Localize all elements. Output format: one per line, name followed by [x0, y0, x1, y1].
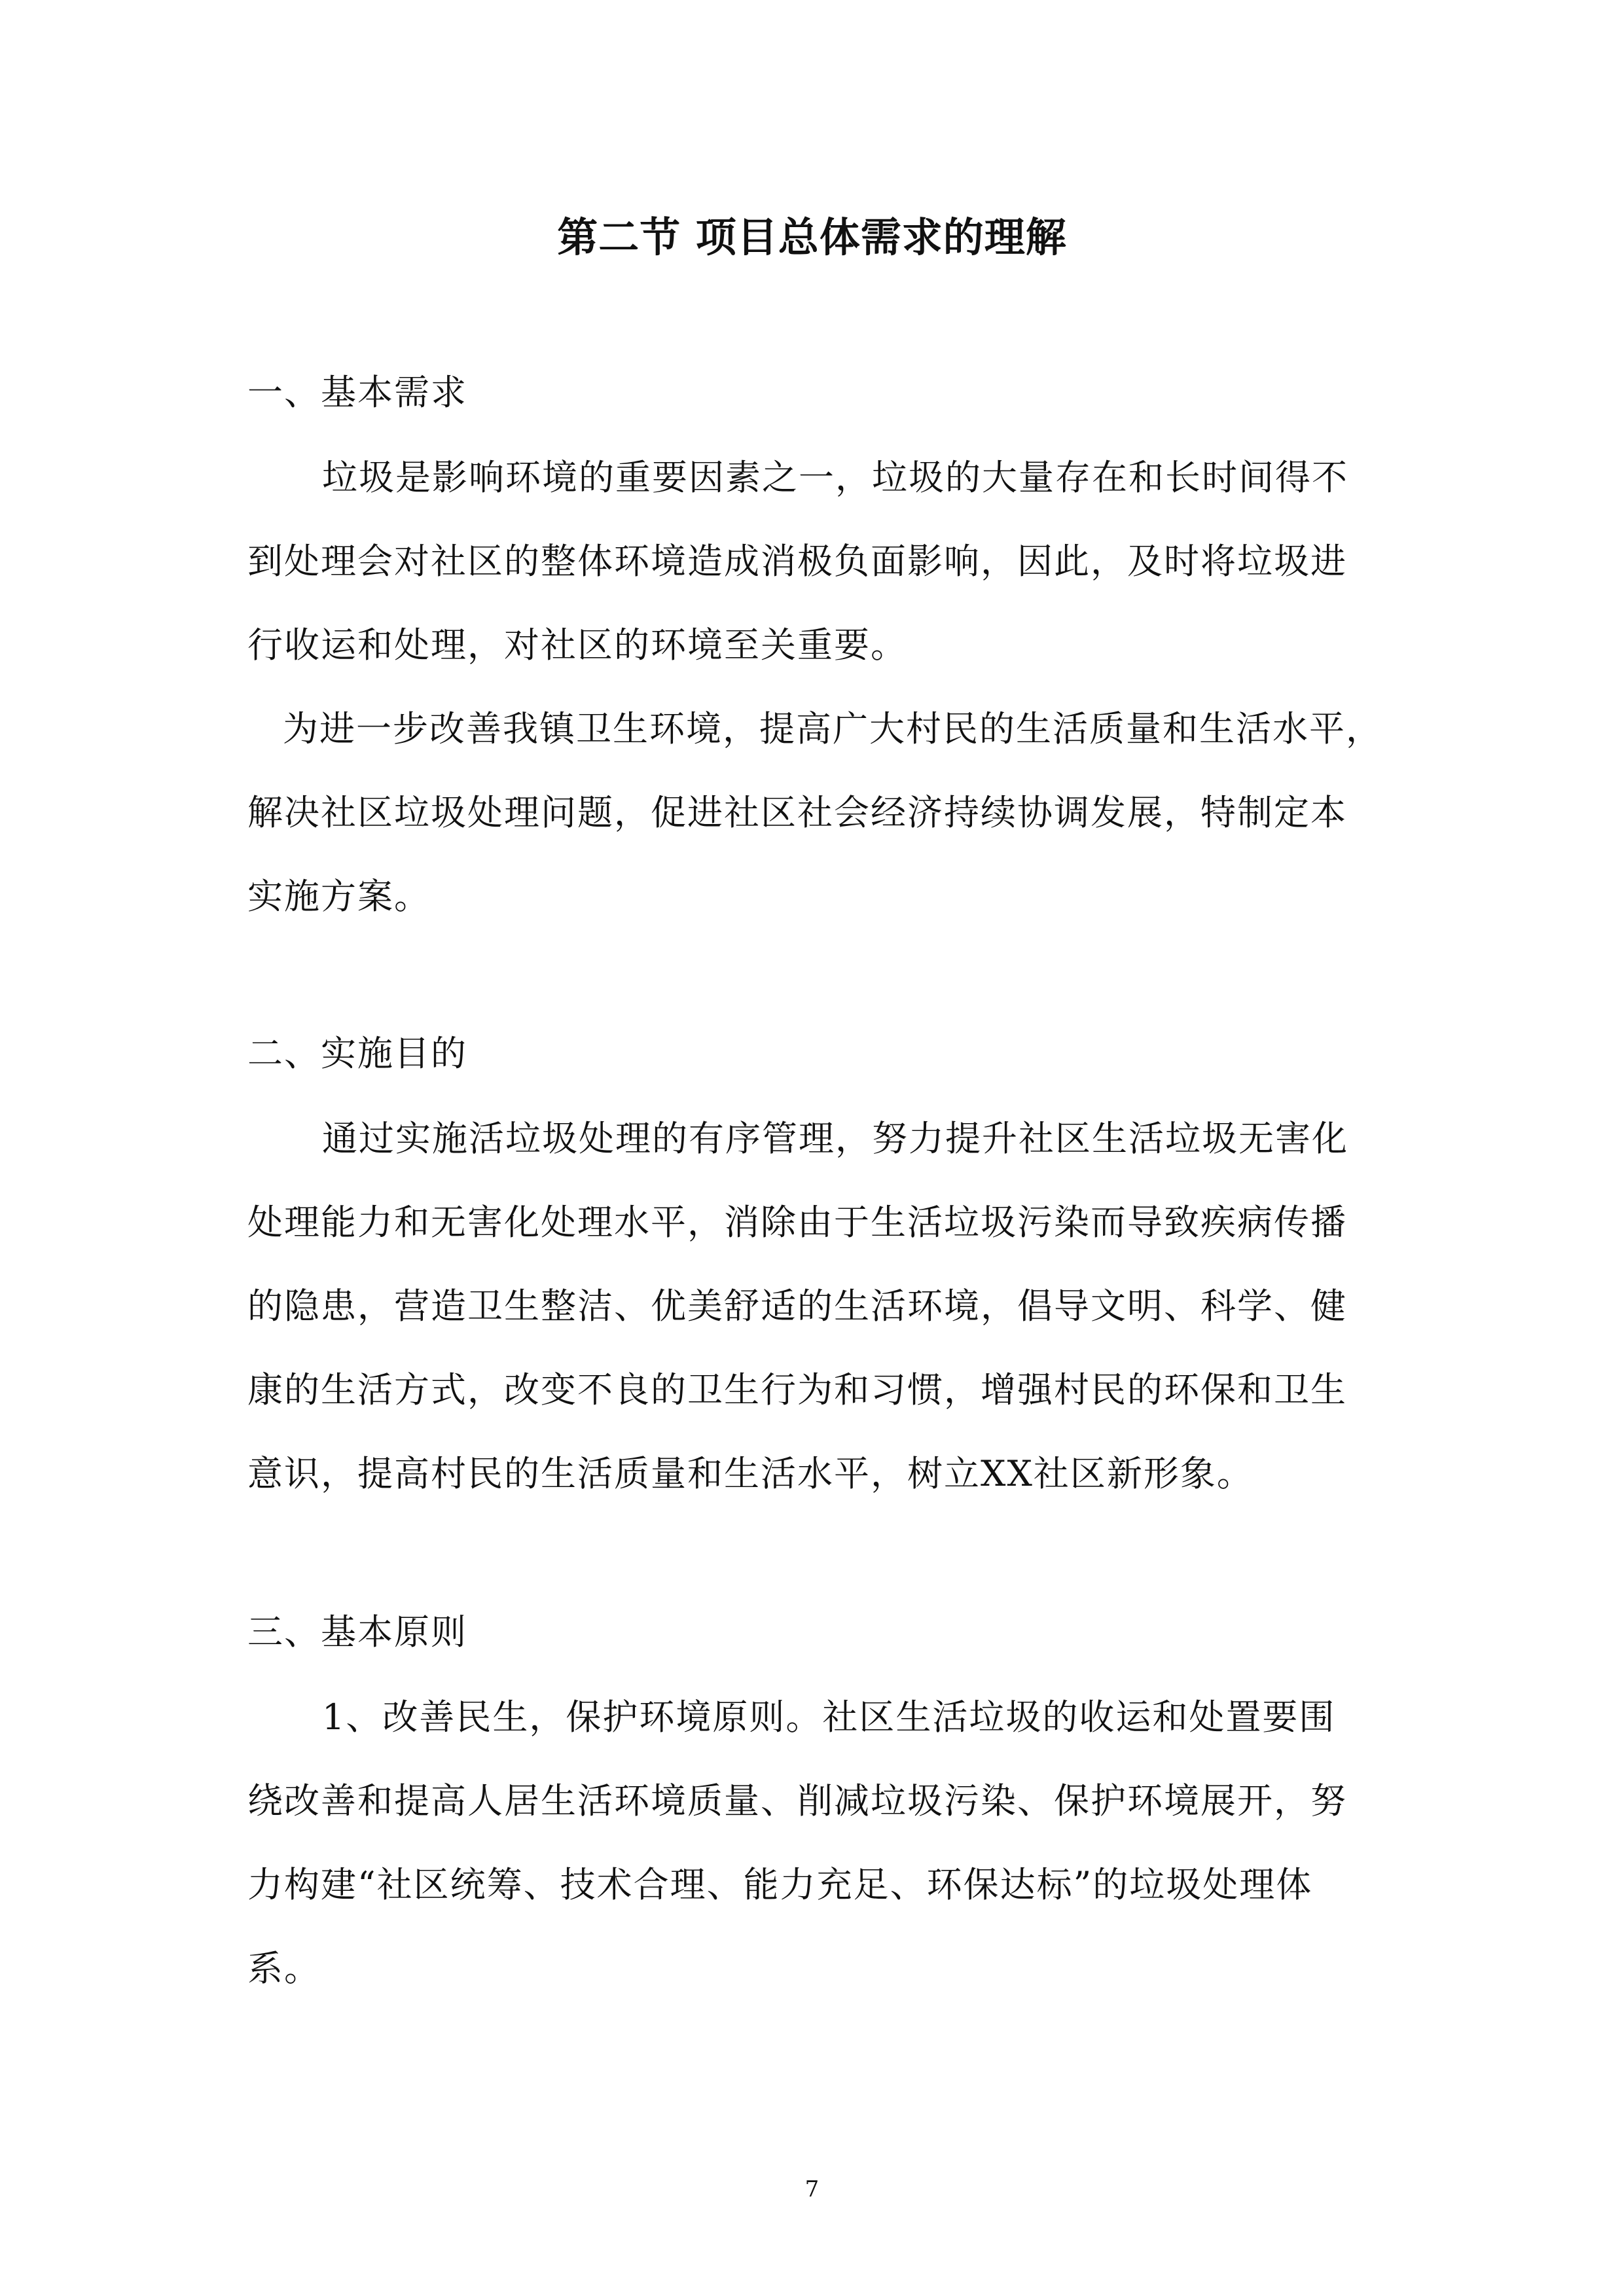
paragraph-line: 康的生活方式，改变不良的卫生行为和习惯，增强村民的环保和卫生 [247, 1369, 1347, 1410]
paragraph-line: 的隐患，营造卫生整洁、优美舒适的生活环境，倡导文明、科学、健 [247, 1285, 1347, 1327]
paragraph-line: 系。 [247, 1948, 321, 1989]
paragraph-line: 到处理会对社区的整体环境造成消极负面影响，因此，及时将垃圾进 [247, 541, 1347, 582]
paragraph-line: 意识，提高村民的生活质量和生活水平，树立XX社区新形象。 [247, 1453, 1254, 1494]
paragraph-line: 力构建“社区统筹、技术合理、能力充足、环保达标”的垃圾处理体 [247, 1864, 1313, 1905]
paragraph-line: 处理能力和无害化处理水平，消除由于生活垃圾污染而导致疾病传播 [247, 1202, 1347, 1243]
paragraph-line: 1、改善民生，保护环境原则。社区生活垃圾的收运和处置要围 [322, 1696, 1336, 1738]
paragraph-line: 实施方案。 [247, 876, 431, 917]
section-heading-implementation-purpose: 二、实施目的 [247, 1033, 467, 1074]
section-heading-basic-requirements: 一、基本需求 [247, 372, 467, 413]
paragraph-line: 通过实施活垃圾处理的有序管理，努力提升社区生活垃圾无害化 [322, 1118, 1348, 1159]
paragraph-line: 解决社区垃圾处理问题，促进社区社会经济持续协调发展，特制定本 [247, 792, 1347, 833]
page-title: 第二节 项目总体需求的理解 [557, 213, 1067, 261]
section-heading-basic-principles: 三、基本原则 [247, 1611, 467, 1653]
page-number: 7 [804, 2176, 820, 2202]
paragraph-line: 行收运和处理，对社区的环境至关重要。 [247, 624, 907, 666]
paragraph-line: 绕改善和提高人居生活环境质量、削减垃圾污染、保护环境展开，努 [247, 1780, 1347, 1821]
paragraph-line: 垃圾是影响环境的重要因素之一，垃圾的大量存在和长时间得不 [322, 457, 1348, 498]
paragraph-line: 为进一步改善我镇卫生环境，提高广大村民的生活质量和生活水平， [283, 708, 1382, 749]
